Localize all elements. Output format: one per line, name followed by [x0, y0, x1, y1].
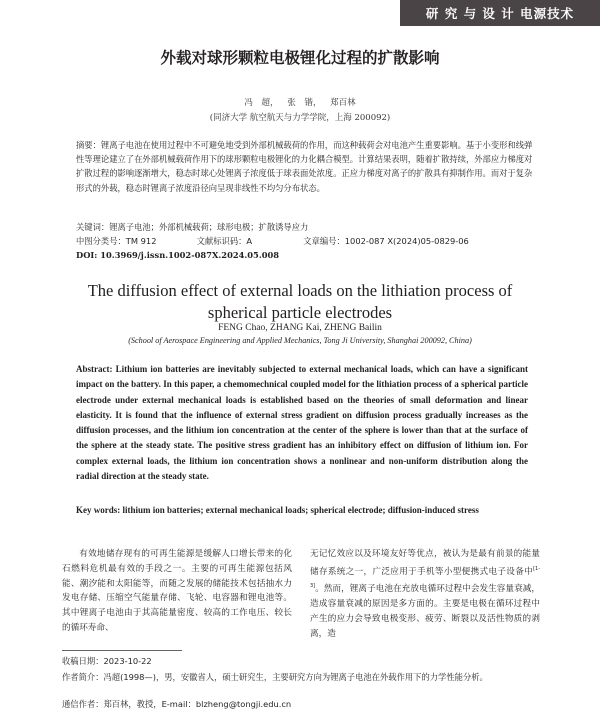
- footnote-divider: [62, 650, 182, 651]
- body-text-after-citation: 。然而，锂离子电池在充放电循环过程中会发生容量衰减，造成容量衰减的原因是多方面的。主要是电极在循环过程中产生的应力会导致电极变形、疲劳、断裂以及活性物质的剥离，造: [310, 584, 540, 639]
- body-text-before-citation: 无记忆效应以及环境友好等优点，被认为是最有前景的能量储存系统之一，广泛应用于手机等小型便携式电子设备中: [310, 549, 540, 577]
- affiliation-english: (School of Aerospace Engineering and Applied Mechanics, Tong Ji University, Shanghai 200092, China): [128, 336, 472, 345]
- journal-header-band: [400, 0, 600, 26]
- body-column-right: [310, 547, 540, 642]
- citation-marker: [1-3]: [310, 565, 540, 590]
- affiliation-chinese: (同济大学 航空航天与力学学院，上海 200092): [209, 113, 391, 123]
- body-column-left: [62, 547, 292, 636]
- received-date: 收稿日期：2023-10-22: [62, 656, 152, 666]
- journal-header-text: 研 究 与 设 计 电源技术: [425, 6, 575, 21]
- class-number: 中图分类号：TM 912: [76, 236, 157, 246]
- article-number: 文章编号：1002-087 X(2024)05-0829-06: [303, 236, 469, 246]
- document-code: 文献标识码：A: [196, 236, 253, 246]
- authors-chinese: 冯 超， 张 锴， 郑百林: [244, 98, 356, 108]
- classification-line: [76, 234, 536, 248]
- title-english: The diffusion effect of external loads on the lithiation process of spherical particle electrodes: [87, 281, 513, 322]
- authors-english: FENG Chao, ZHANG Kai, ZHENG Bailin: [218, 323, 382, 333]
- keywords-english: Key words: lithium ion batteries; external mechanical loads; spherical electrode; diffusion-induced stress: [76, 505, 479, 515]
- author-bio: 作者简介：冯超(1998—)，男，安徽省人，硕士研究生，主要研究方向为锂离子电池在外载作用下的力学性能分析。: [62, 672, 488, 682]
- doi: DOI: 10.3969/j.issn.1002-087X.2024.05.008: [76, 250, 280, 260]
- body-paragraph-left: 有效地储存现有的可再生能源是缓解人口增长带来的化石燃料危机最有效的手段之一。主要的可再生能源包括风能、潮汐能和太阳能等，而随之发展的储能技术包括抽水力发电存储、压缩空气能量存储、飞轮、电容器和锂电池等。其中锂离子电池由于其高能量密度、较高的工作电压、较长的循环寿命、: [62, 549, 292, 633]
- abstract-chinese: 摘要：锂离子电池在使用过程中不可避免地受到外部机械载荷的作用，而这种载荷会对电池产生重要影响。基于小变形和线弹性等理论建立了在外部机械载荷作用下的球形颗粒电极锂化的力化耦合模型。计算结果表明，随着扩散持续，外部应力梯度对扩散过程的影响逐渐增大，稳态时球心处锂离子浓度低于球表面处浓度。正应力梯度对离子的扩散具有抑制作用。而对于复杂形式的外载，稳态时锂离子浓度沿径向呈现非线性不均匀分布状态。: [76, 140, 533, 193]
- title-chinese: 外载对球形颗粒电极锂化过程的扩散影响: [160, 49, 440, 67]
- keywords-chinese: 关键词：锂离子电池；外部机械载荷；球形电极；扩散诱导应力: [76, 222, 309, 232]
- corresponding-author: 通信作者：郑百林，教授，E-mail：blzheng@tongji.edu.cn: [62, 699, 292, 709]
- abstract-english: Abstract: Lithium ion batteries are inevitably subjected to external mechanical loads, which can have a significant impact on the battery. In this paper, a chemomechnical coupled model for the lithiation process of a spherical particle electrode under external mechanical loads is established based on the theories of small deformation and linear elasticity. It is found that the influence of external stress gradient on diffusion process gradually increases as the diffusion processes, and the lithium ion concentration at the center of the sphere is lower than that at the surface of the sphere at the steady state. The positive stress gradient has an inhibitory effect on diffusion of lithium ion. For complex external loads, the lithium ion concentration shows a nonlinear and non-uniform distribution along the radial direction at the steady state.: [76, 364, 528, 482]
- body-paragraph-right: [310, 547, 540, 642]
